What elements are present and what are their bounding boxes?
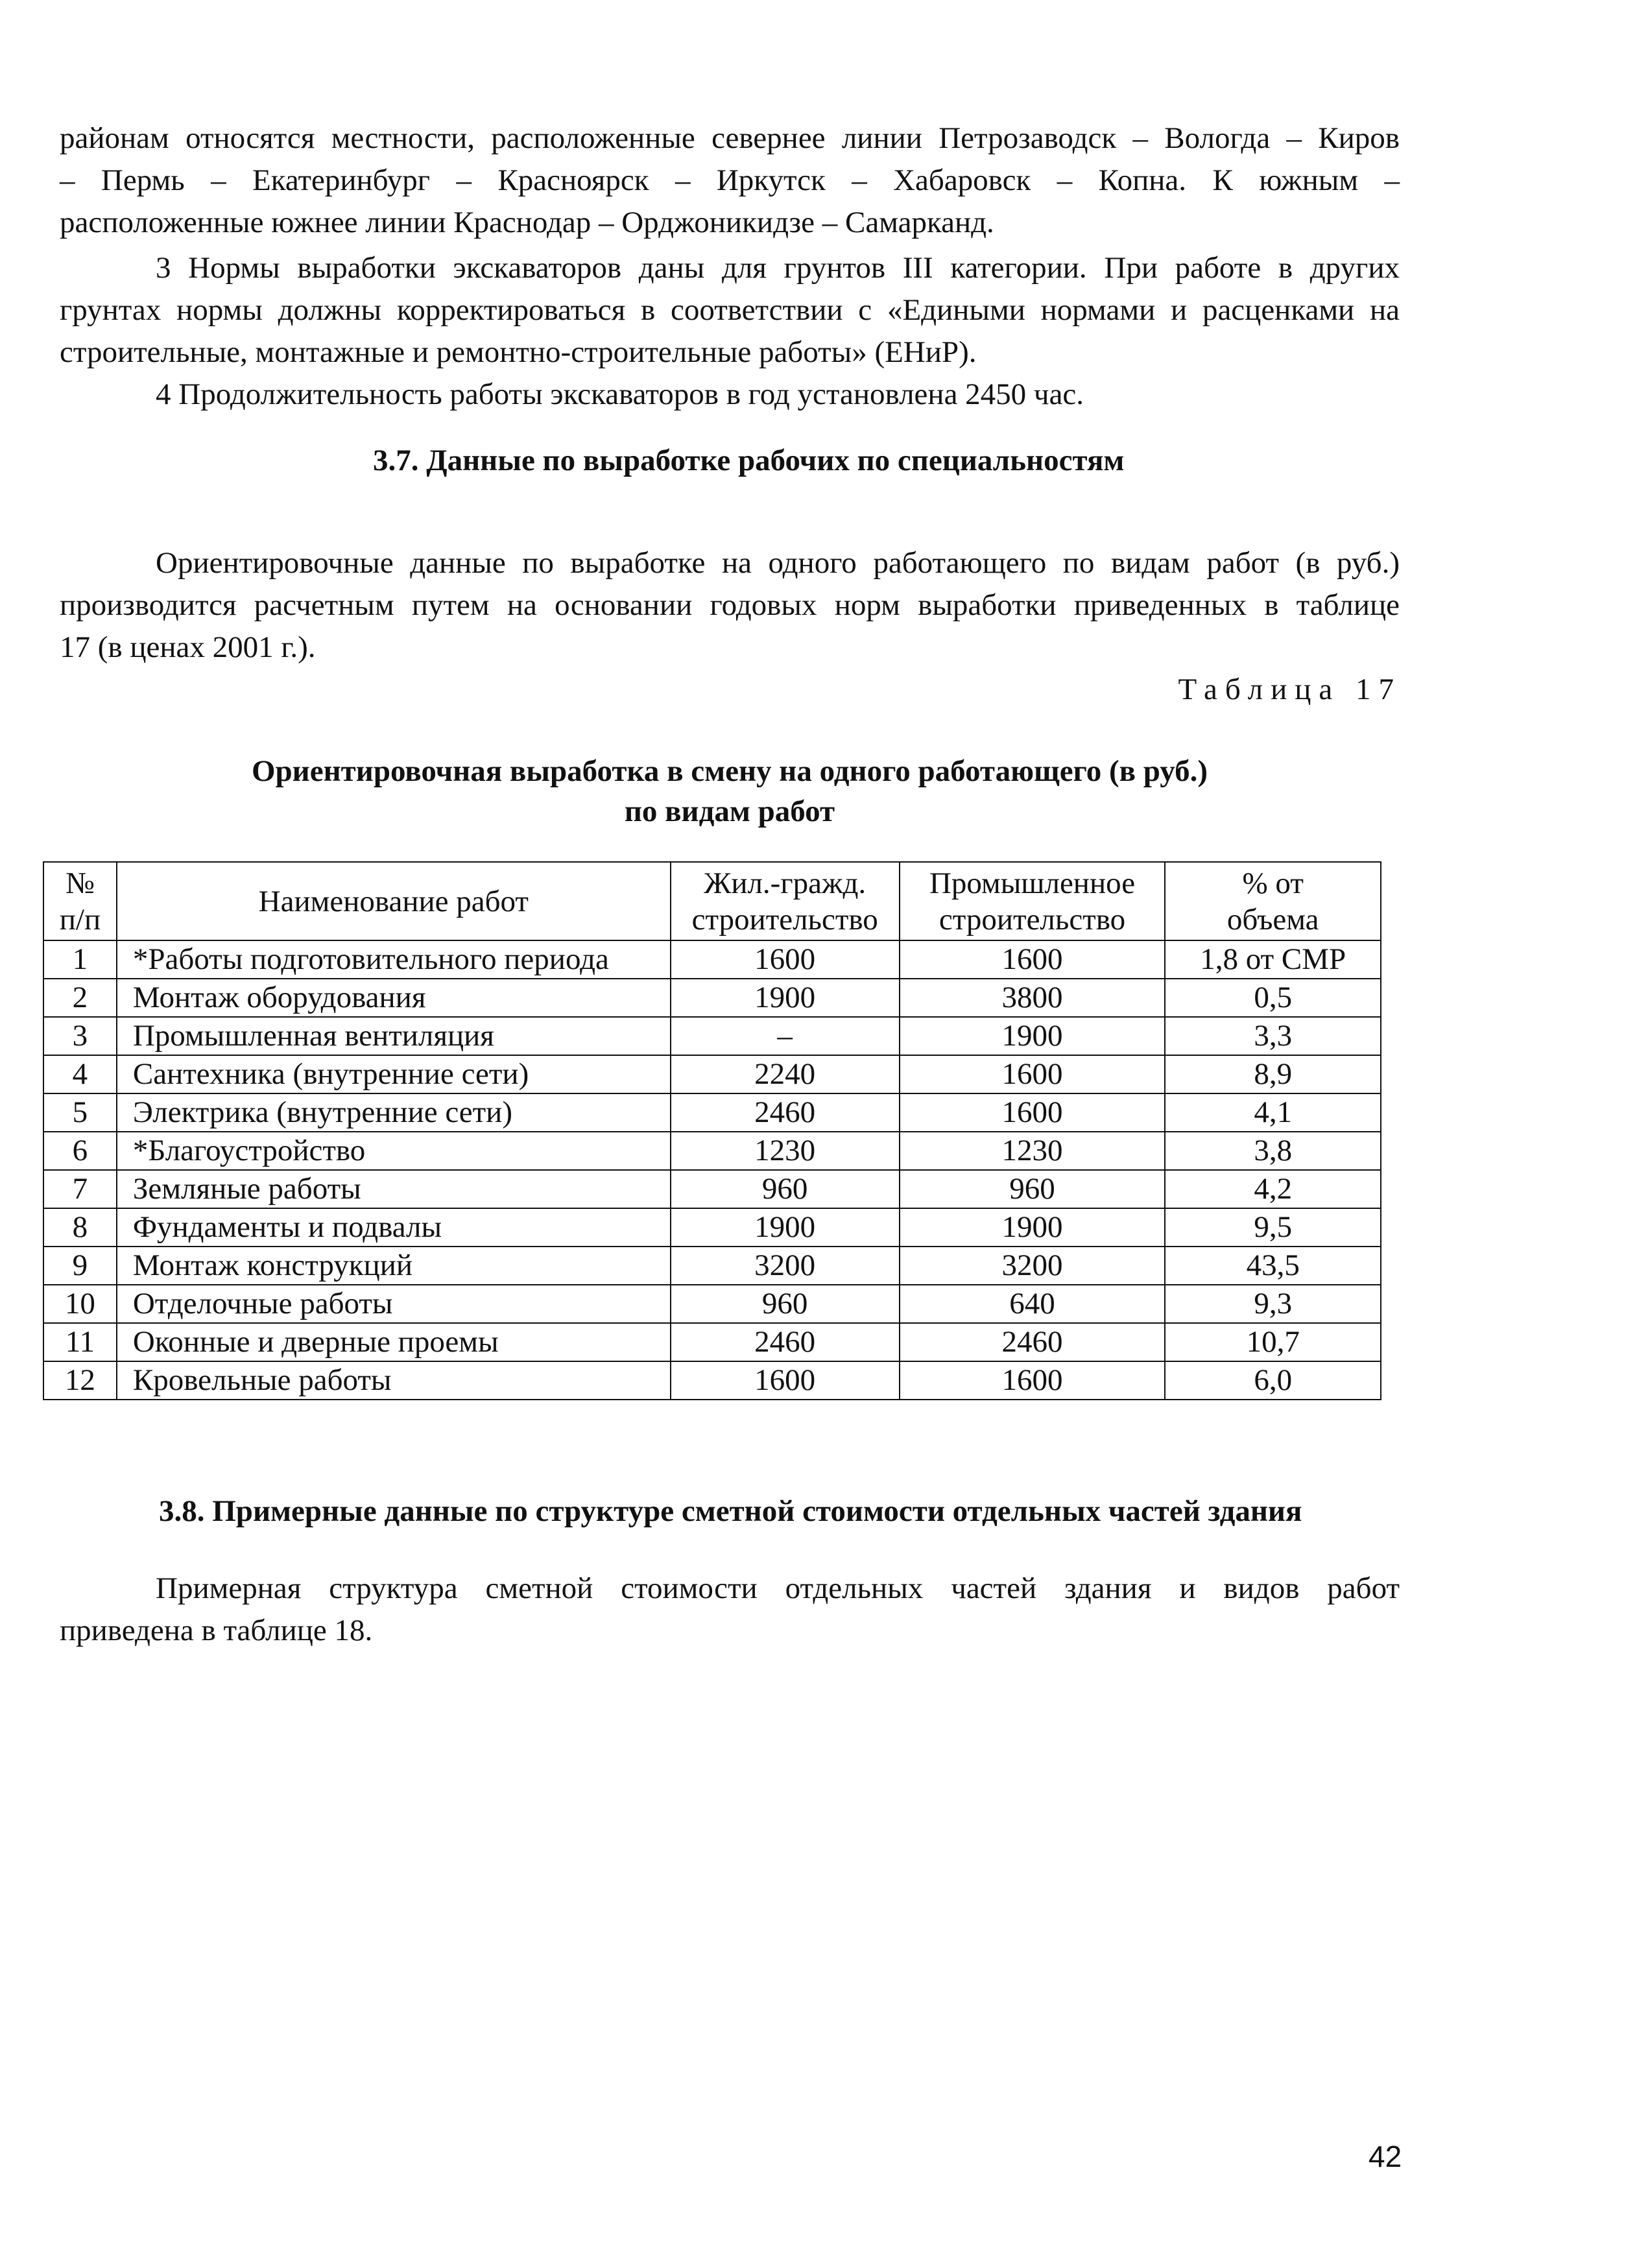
cell-residential: – [671, 1017, 900, 1055]
cell-residential: 1600 [671, 940, 900, 979]
cell-number: 12 [43, 1361, 117, 1400]
table-row [43, 1247, 1381, 1285]
cell-percent: 3,8 [1165, 1132, 1381, 1170]
section-heading-3-7: 3.7. Данные по выработке рабочих по специальностям [373, 444, 1125, 477]
paragraph-regions [60, 117, 1400, 244]
cell-work-name: Оконные и дверные проемы [117, 1323, 671, 1361]
table-caption-line: по видам работ [624, 794, 835, 828]
cell-industrial: 1900 [900, 1017, 1166, 1055]
cell-percent: 6,0 [1165, 1361, 1381, 1400]
cell-industrial: 1600 [900, 1055, 1166, 1093]
paragraph-productivity-intro [60, 542, 1400, 669]
header-number: № п/п [43, 862, 117, 940]
cell-work-name: Промышленная вентиляция [117, 1017, 671, 1055]
table-caption-line: Ориентировочная выработка в смену на одного работающего (в руб.) [251, 754, 1208, 788]
cell-percent: 4,2 [1165, 1170, 1381, 1208]
cell-number: 7 [43, 1170, 117, 1208]
header-residential: Жил.-гражд. строительство [671, 862, 900, 940]
table-row [43, 1055, 1381, 1093]
table-number-label: Таблица 17 [1178, 673, 1402, 706]
text-line: 3 Нормы выработки экскаваторов даны для грунтов III категории. При работе в других [156, 251, 1400, 285]
cell-residential: 2460 [671, 1093, 900, 1132]
cell-residential: 1900 [671, 1208, 900, 1247]
header-percent: % от объема [1165, 862, 1381, 940]
cell-number: 11 [43, 1323, 117, 1361]
cell-residential: 1900 [671, 979, 900, 1017]
cell-percent: 9,3 [1165, 1285, 1381, 1323]
cell-work-name: Фундаменты и подвалы [117, 1208, 671, 1247]
cell-work-name: *Работы подготовительного периода [117, 940, 671, 979]
cell-work-name: Электрика (внутренние сети) [117, 1093, 671, 1132]
cell-industrial: 2460 [900, 1323, 1166, 1361]
cell-work-name: Монтаж оборудования [117, 979, 671, 1017]
text-line: расположенные южнее линии Краснодар – Орджоникидзе – Самарканд. [60, 206, 994, 239]
cell-residential: 3200 [671, 1247, 900, 1285]
cell-industrial: 1900 [900, 1208, 1166, 1247]
cell-number: 2 [43, 979, 117, 1017]
cell-number: 3 [43, 1017, 117, 1055]
cell-residential: 1600 [671, 1361, 900, 1400]
cell-work-name: Кровельные работы [117, 1361, 671, 1400]
cell-number: 1 [43, 940, 117, 979]
text-line: приведена в таблице 18. [60, 1614, 373, 1647]
cell-industrial: 1230 [900, 1132, 1166, 1170]
cell-number: 5 [43, 1093, 117, 1132]
text-line: производится расчетным путем на основании годовых норм выработки приведенных в таблице [60, 588, 1400, 622]
table-row [43, 1170, 1381, 1208]
paragraph-cost-structure [60, 1568, 1400, 1652]
header-work-name: Наименование работ [117, 862, 671, 940]
cell-residential: 960 [671, 1285, 900, 1323]
cell-percent: 3,3 [1165, 1017, 1381, 1055]
text-line: Ориентировочные данные по выработке на одного работающего по видам работ (в руб.) [156, 546, 1400, 580]
cell-percent: 43,5 [1165, 1247, 1381, 1285]
text-line: 17 (в ценах 2001 г.). [60, 630, 316, 664]
header-industrial: Промышленное строительство [900, 862, 1166, 940]
cell-residential: 2460 [671, 1323, 900, 1361]
table-caption [60, 751, 1400, 831]
cell-industrial: 960 [900, 1170, 1166, 1208]
text-line: грунтах нормы должны корректироваться в соответствии с «Едиными нормами и расценками на [60, 293, 1400, 327]
paragraph-note-4: 4 Продолжительность работы экскаваторов в год установлена 2450 час. [156, 377, 1084, 411]
cell-industrial: 1600 [900, 940, 1166, 979]
cell-industrial: 1600 [900, 1093, 1166, 1132]
cell-percent: 0,5 [1165, 979, 1381, 1017]
cell-work-name: Отделочные работы [117, 1285, 671, 1323]
table-row [43, 1017, 1381, 1055]
cell-work-name: Земляные работы [117, 1170, 671, 1208]
cell-percent: 4,1 [1165, 1093, 1381, 1132]
cell-work-name: Монтаж конструкций [117, 1247, 671, 1285]
cell-work-name: *Благоустройство [117, 1132, 671, 1170]
cell-industrial: 1600 [900, 1361, 1166, 1400]
table-row [43, 1208, 1381, 1247]
section-heading-3-8: 3.8. Примерные данные по структуре сметной стоимости отдельных частей здания [159, 1494, 1302, 1528]
cell-percent: 8,9 [1165, 1055, 1381, 1093]
table-row [43, 1132, 1381, 1170]
cell-industrial: 3200 [900, 1247, 1166, 1285]
paragraph-note-3 [60, 247, 1400, 374]
text-line: – Пермь – Екатеринбург – Красноярск – Иркутск – Хабаровск – Копна. К южным – [60, 163, 1400, 197]
table-row [43, 1093, 1381, 1132]
cell-percent: 10,7 [1165, 1323, 1381, 1361]
table-row [43, 940, 1381, 979]
table-row [43, 1361, 1381, 1400]
cell-percent: 9,5 [1165, 1208, 1381, 1247]
page-number: 42 [1369, 2140, 1402, 2173]
table-header-row [43, 862, 1381, 940]
table-row [43, 1323, 1381, 1361]
cell-number: 6 [43, 1132, 117, 1170]
productivity-table [43, 861, 1381, 1400]
cell-number: 8 [43, 1208, 117, 1247]
cell-number: 9 [43, 1247, 117, 1285]
cell-industrial: 3800 [900, 979, 1166, 1017]
text-line: Примерная структура сметной стоимости отдельных частей здания и видов работ [156, 1571, 1400, 1605]
cell-industrial: 640 [900, 1285, 1166, 1323]
cell-work-name: Сантехника (внутренние сети) [117, 1055, 671, 1093]
cell-number: 4 [43, 1055, 117, 1093]
text-line: строительные, монтажные и ремонтно-строительные работы» (ЕНиР). [60, 335, 977, 369]
text-line: районам относятся местности, расположенные севернее линии Петрозаводск – Вологда – Киров [60, 121, 1400, 155]
table-row [43, 1285, 1381, 1323]
cell-residential: 2240 [671, 1055, 900, 1093]
table-row [43, 979, 1381, 1017]
cell-percent: 1,8 от СМР [1165, 940, 1381, 979]
cell-residential: 1230 [671, 1132, 900, 1170]
cell-number: 10 [43, 1285, 117, 1323]
cell-residential: 960 [671, 1170, 900, 1208]
